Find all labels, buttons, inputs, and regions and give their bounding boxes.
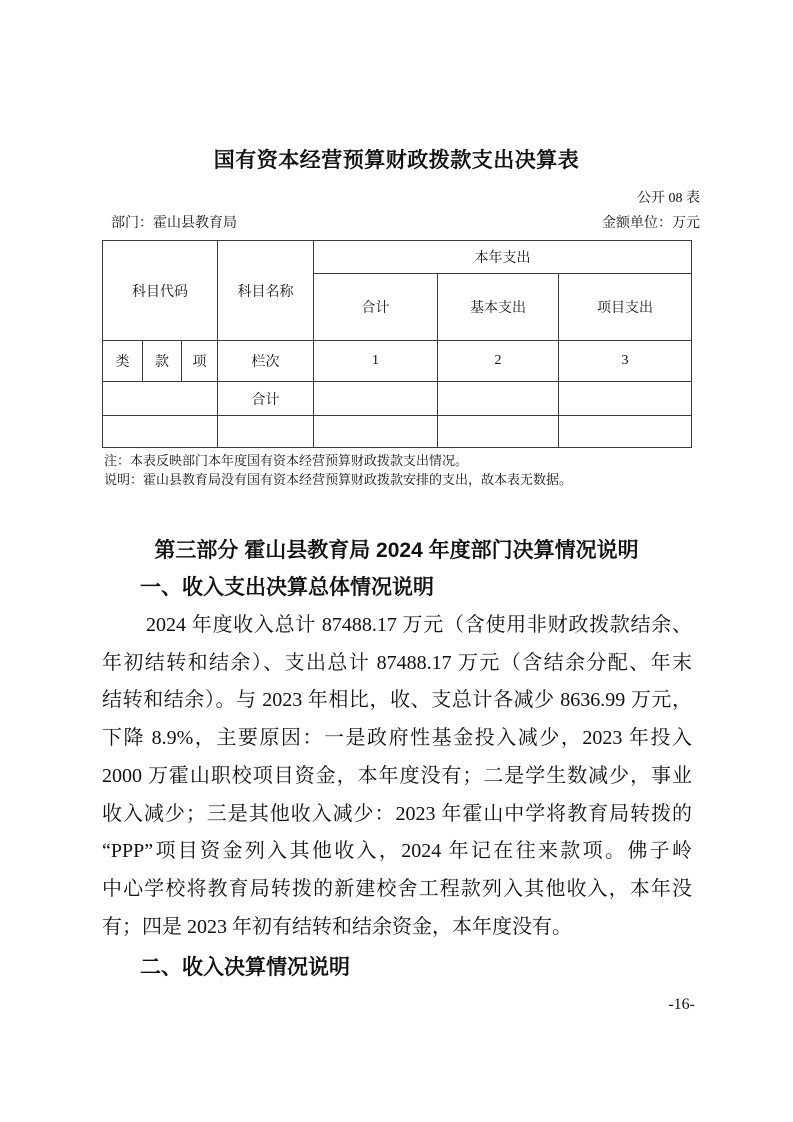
paragraph-line: 2000 万霍山职校项目资金，本年度没有；二是学生数减少，事业	[102, 764, 692, 787]
paragraph-line: 2024 年度收入总计 87488.17 万元（含使用非财政拨款结余、	[146, 614, 692, 636]
paragraph-line: 结转和结余）。与 2023 年相比，收、支总计各减少 8636.99 万元，	[102, 689, 692, 712]
section-3-heading: 第三部分 霍山县教育局 2024 年度部门决算情况说明	[154, 539, 639, 562]
row-basic-cell	[438, 382, 559, 416]
table-column-index-row	[103, 341, 692, 382]
sub-heading-2: 二、收入决算情况说明	[140, 956, 350, 979]
header-class: 类	[103, 341, 143, 382]
overview-paragraph	[102, 607, 692, 946]
column-index-3: 3	[559, 341, 692, 382]
paragraph-line: 中心学校将教育局转拨的新建校舍工程款列入其他收入，本年没	[102, 877, 692, 900]
expenditure-table	[102, 240, 692, 448]
note-line: 注：本表反映部门本年度国有资本经营预算财政拨款支出情况。	[104, 453, 469, 468]
row-basic-cell	[438, 416, 559, 448]
paragraph-line: 收入减少；三是其他收入减少：2023 年霍山中学将教育局转拨的	[102, 802, 692, 825]
header-column-row-label: 栏次	[218, 341, 314, 382]
paragraph-line: 年初结转和结余）、支出总计 87488.17 万元（含结余分配、年末	[102, 651, 692, 674]
page-number: -16-	[668, 996, 695, 1013]
header-subject-code: 科目代码	[103, 241, 218, 341]
department-label: 部门：霍山县教育局	[111, 216, 237, 231]
column-index-1: 1	[314, 341, 438, 382]
row-name-cell	[218, 416, 314, 448]
page-title: 国有资本经营预算财政拨款支出决算表	[213, 149, 580, 172]
table-meta-row	[111, 212, 700, 232]
paragraph-line: 下降 8.9%，主要原因：一是政府性基金投入减少，2023 年投入	[102, 727, 692, 750]
sub-heading-1: 一、收入支出决算总体情况说明	[140, 576, 434, 599]
table-row	[103, 416, 692, 448]
header-project-expenditure: 项目支出	[559, 274, 692, 341]
paragraph-line: “PPP”项目资金列入其他收入，2024 年记在往来款项。佛子岭	[102, 840, 692, 863]
table-code-label: 公开 08 表	[637, 191, 700, 206]
header-total: 合计	[314, 274, 438, 341]
header-item: 项	[182, 341, 218, 382]
row-total-cell	[314, 382, 438, 416]
header-basic-expenditure: 基本支出	[438, 274, 559, 341]
column-index-2: 2	[438, 341, 559, 382]
row-project-cell	[559, 416, 692, 448]
table-header-row-1	[103, 241, 692, 274]
table-row	[103, 382, 692, 416]
amount-unit-label: 金额单位：万元	[602, 216, 700, 231]
row-name-cell: 合计	[218, 382, 314, 416]
explanation-line: 说明：霍山县教育局没有国有资本经营预算财政拨款安排的支出，故本表无数据。	[104, 471, 573, 487]
header-section: 款	[143, 341, 182, 382]
row-code-cell	[103, 416, 218, 448]
row-total-cell	[314, 416, 438, 448]
table-notes	[104, 452, 700, 489]
header-subject-name: 科目名称	[218, 241, 314, 341]
row-code-cell	[103, 382, 218, 416]
row-project-cell	[559, 382, 692, 416]
paragraph-line: 有；四是 2023 年初有结转和结余资金，本年度没有。	[102, 915, 572, 938]
header-year-expenditure: 本年支出	[314, 241, 692, 274]
